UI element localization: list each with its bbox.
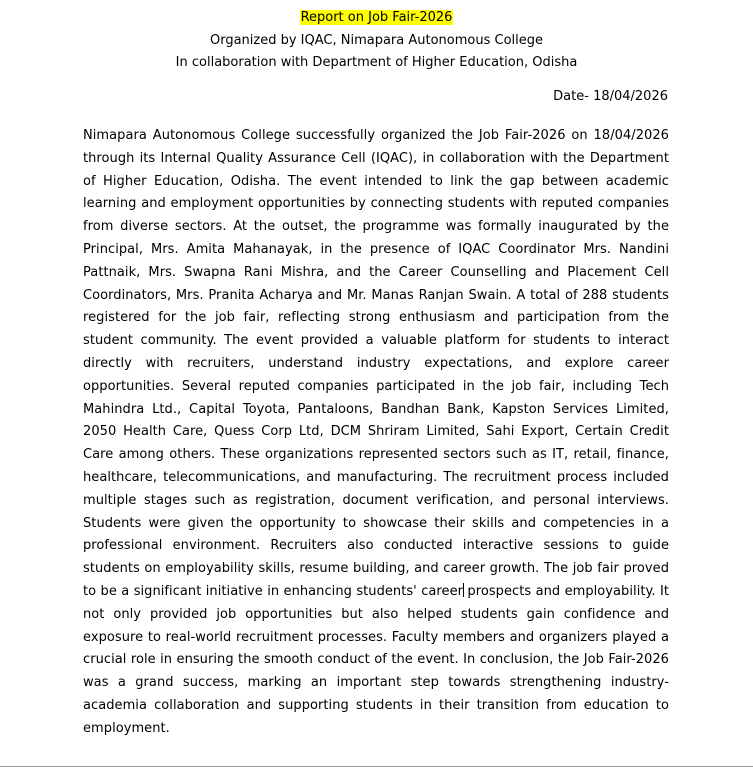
report-date: Date- 18/04/2026 — [553, 89, 668, 104]
body-text-before-cursor: Nimapara Autonomous College successfully organized the Job Fair-2026 on 18/04/2026 through its Internal Quality Assurance Cell (IQAC), in collaboration with the Department of Higher Education, Odisha. The event intended to link the gap between academic learning and employment opportunities by connecting students with reputed companies from diverse sectors. At the outset, the programme was formally inaugurated by the Principal, Mrs. Amita Mahanayak, in the presence of IQAC Coordinator Mrs. Nandini Pattnaik, Mrs. Swapna Rani Mishra, and the Career Counselling and Placement Cell Coordinators, Mrs. Pranita Acharya and Mr. Manas Ranjan Swain. A total of 288 students registered for the job fair, reflecting strong enthusiasm and participation from the student community. The event provided a valuable platform for students to interact directly with recruiters, understand industry expectations, and explore career opportunities. Several reputed companies participated in the job fair, including Tech Mahindra Ltd., Capital Toyota, Pantaloons, Bandhan Bank, Kapston Services Limited, 2050 Health Care, Quess Corp Ltd, DCM Shriram Limited, Sahi Export, Certain Credit Care among others. These organizations represented sectors such as IT, retail, finance, healthcare, telecommunications, and manufacturing. The recruitment process included multiple stages such as registration, document verification, and personal interviews. Students were given the opportunity to showcase their skills and competencies in a professional environment. Recruiters also conducted interactive sessions to guide students on employability skills, resume building, and career growth. The job fair proved to be a significant initiative in enhancing students' career — [83, 128, 669, 599]
report-title-line — [0, 10, 753, 26]
body-text-after-cursor: prospects and employability. It not only provided job opportunities but also helped students gain confidence and exposure to real-world recruitment processes. Faculty members and organizers played a crucial role in ensuring the smooth conduct of the event. In conclusion, the Job Fair-2026 was a grand success, marking an important step towards strengthening industry-academia collaboration and supporting students in their transition from education to employment. — [83, 583, 669, 736]
report-body-paragraph[interactable] — [83, 125, 669, 741]
organizer-line: Organized by IQAC, Nimapara Autonomous College — [209, 33, 544, 48]
collaboration-line: In collaboration with Department of Higher Education, Odisha — [175, 55, 578, 70]
page-bottom-divider — [0, 766, 753, 767]
report-title: Report on Job Fair-2026 — [300, 10, 453, 25]
